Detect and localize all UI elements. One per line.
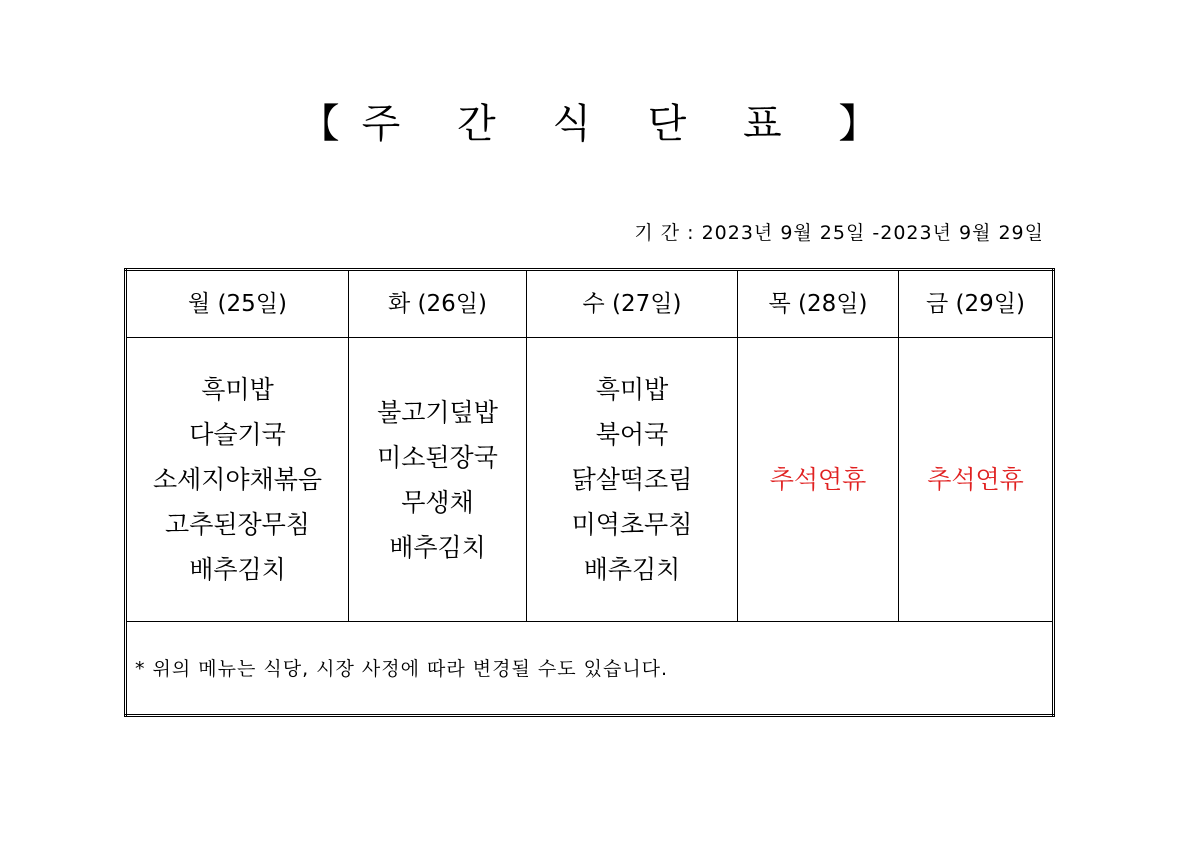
menu-item: 고추된장무침 bbox=[165, 510, 310, 539]
menu-item: 배추김치 bbox=[583, 555, 681, 584]
day-header-wed: 수 (27일) bbox=[527, 270, 738, 338]
menu-row bbox=[126, 338, 1054, 622]
menu-item: 흑미밥 bbox=[595, 375, 669, 404]
menu-item: 미역초무침 bbox=[571, 510, 693, 539]
holiday-label: 추석연휴 bbox=[769, 465, 867, 494]
menu-period: 기 간 : 2023년 9월 25일 -2023년 9월 29일 bbox=[634, 222, 1044, 244]
menu-cell-wed bbox=[527, 338, 738, 622]
day-header-thu: 목 (28일) bbox=[738, 270, 899, 338]
menu-item: 불고기덮밥 bbox=[377, 397, 498, 427]
day-header-tue: 화 (26일) bbox=[349, 270, 527, 338]
menu-item: 배추김치 bbox=[189, 555, 286, 584]
menu-item: 무생채 bbox=[401, 487, 474, 517]
menu-cell-fri bbox=[899, 338, 1054, 622]
weekly-menu-table bbox=[124, 268, 1055, 717]
note-row bbox=[126, 622, 1054, 716]
menu-item: 소세지야채볶음 bbox=[152, 465, 323, 494]
menu-item: 닭살떡조림 bbox=[571, 465, 693, 494]
menu-cell-thu bbox=[738, 338, 899, 622]
menu-item: 다슬기국 bbox=[189, 420, 286, 449]
menu-cell-tue bbox=[349, 338, 527, 622]
day-header-row bbox=[126, 270, 1054, 338]
menu-item: 미소된장국 bbox=[377, 442, 498, 472]
menu-item: 북어국 bbox=[595, 420, 669, 449]
menu-note: * 위의 메뉴는 식당, 시장 사정에 따라 변경될 수도 있습니다. bbox=[126, 622, 1054, 716]
page-title: 【주 간 식 단 표 】 bbox=[299, 101, 901, 147]
menu-item: 흑미밥 bbox=[201, 375, 274, 404]
menu-item: 배추김치 bbox=[389, 532, 486, 562]
menu-cell-mon bbox=[126, 338, 349, 622]
day-header-fri: 금 (29일) bbox=[899, 270, 1054, 338]
day-header-mon: 월 (25일) bbox=[126, 270, 349, 338]
holiday-label: 추석연휴 bbox=[927, 465, 1024, 494]
